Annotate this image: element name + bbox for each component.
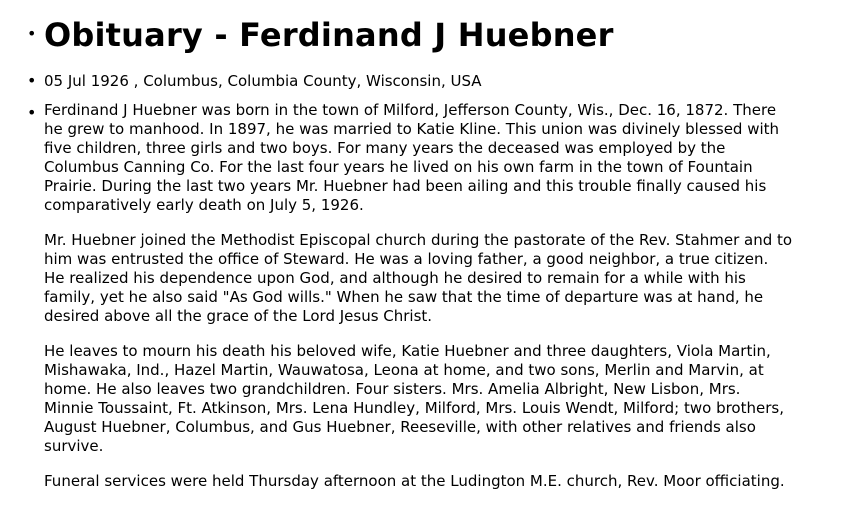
title-item [0,0,852,54]
page-title: Obituary - Ferdinand J Huebner [44,16,614,54]
date-location: 05 Jul 1926 , Columbus, Columbia County, Wisconsin, USA [44,72,482,90]
bullet-icon: • [27,103,37,122]
bullet-icon: • [27,71,37,90]
obituary-paragraph: Funeral services were held Thursday afternoon at the Ludington M.E. church, Rev. Moor officiating. [44,472,785,490]
obituary-paragraph: He leaves to mourn his death his beloved wife, Katie Huebner and three daughters, Viola Martin, Mishawaka, Ind., Hazel Martin, Wauwatosa, Leona at home, and two sons, Merlin and Marvin, at home. He also leaves two grandchildren. Four sisters. Mrs. Amelia Albright, New Lisbon, Mrs. Minnie Toussaint, Ft. Atkinson, Mrs. Lena Hundley, Milford, Mrs. Louis Wendt, Milford; two brothers, August Huebner, Columbus, and Gus Huebner, Reeseville, with other relatives and friends also survive. [44,342,784,455]
obituary-paragraph: Ferdinand J Huebner was born in the town of Milford, Jefferson County, Wis., Dec. 16, 1872. There he grew to manhood. In 1897, he was married to Katie Kline. This union was divinely blessed with five children, three girls and two boys. For many years the deceased was employed by the Columbus Canning Co. For the last four years he lived on his own farm in the town of Fountain Prairie. During the last two years Mr. Huebner had been ailing and this trouble finally caused his comparatively early death on July 5, 1926. [44,101,780,214]
bullet-icon: • [27,24,37,43]
date-location-item [0,71,852,91]
obituary-paragraph: Mr. Huebner joined the Methodist Episcopal church during the pastorate of the Rev. Stahmer and to him was entrusted the office of Steward. He was a loving father, a good neighbor, a true citizen. He realized his dependence upon God, and although he desired to remain for a while with his family, yet he also said "As God wills." When he saw that the time of departure was at hand, he desired above all the grace of the Lord Jesus Christ. [44,231,793,325]
obituary-body-item [0,101,852,491]
